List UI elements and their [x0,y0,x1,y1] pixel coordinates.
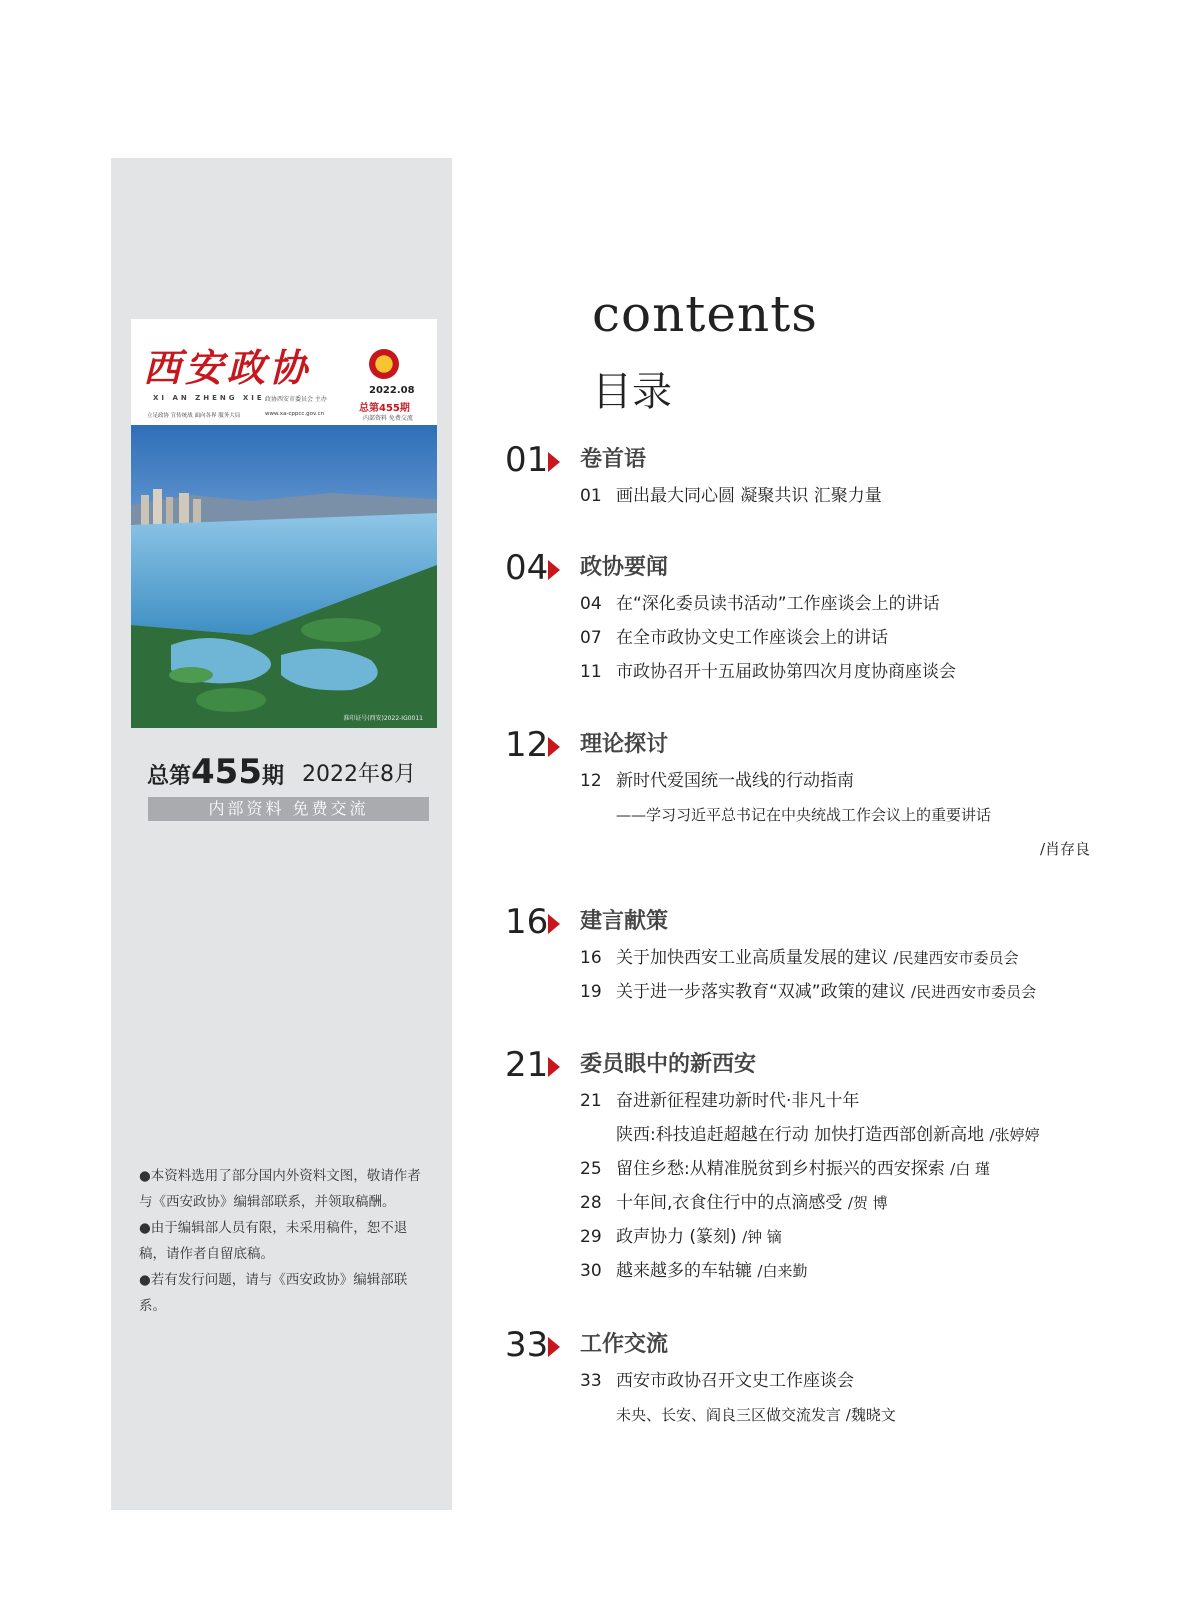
section-title: 理论探讨 [580,732,669,757]
toc-entry[interactable] [580,980,1036,1004]
toc-entry[interactable] [580,1225,782,1249]
entry-author: /魏晓文 [845,1406,896,1424]
cover-tagline: 立足政协 宣传统战 面向各界 服务大局 [147,413,241,419]
red-arrow-icon [548,1057,560,1077]
cover-pinyin: XI AN ZHENG XIE [153,394,265,402]
entry-author: /民进西安市委员会 [911,983,1037,1001]
section-title: 工作交流 [580,1332,669,1357]
editorial-notes [139,1163,429,1319]
entry-page: 19 [580,982,602,1002]
entry-title: 画出最大同心圆 凝聚共识 汇聚力量 [616,486,882,506]
entry-title: 在“深化委员读书活动”工作座谈会上的讲话 [616,594,940,614]
section-number: 21 [505,1045,549,1085]
entry-title: 市政协召开十五届政协第四次月度协商座谈会 [616,662,956,682]
free-distribution-bar: 内部资料 免费交流 [148,797,429,821]
entry-title: 西安市政协召开文史工作座谈会 [616,1371,854,1391]
entry-title: 越来越多的车轱辘 [616,1261,752,1281]
section-number: 12 [505,725,549,765]
note-item: ●本资料选用了部分国内外资料文图，敬请作者与《西安政协》编辑部联系，并领取稿酬。 [139,1168,421,1210]
issue-date: 2022年8月 [302,762,416,787]
red-arrow-icon [548,1337,560,1357]
cover-header [131,319,437,425]
red-arrow-icon [548,560,560,580]
issue-prefix: 总第 [147,764,192,789]
entry-title: 关于加快西安工业高质量发展的建议 [616,948,888,968]
cover-photo [131,425,437,728]
red-arrow-icon [548,914,560,934]
red-arrow-icon [548,737,560,757]
issue-number-value: 455 [191,752,262,792]
cover-permit-code: 准印证号(西安)2022-IG0011 [343,715,423,722]
entry-title: 关于进一步落实教育“双减”政策的建议 [616,982,906,1002]
toc-entry[interactable] [580,1403,896,1427]
note-item: ●由于编辑部人员有限，未采用稿件，恕不退稿，请作者自留底稿。 [139,1220,408,1262]
entry-title: 十年间,衣食住行中的点滴感受 [616,1193,843,1213]
entry-author: /贺 博 [847,1194,888,1212]
toc-entry[interactable] [580,1123,1040,1147]
cover-url: www.xa-cppcc.gov.cn [265,411,325,417]
entry-author: /张婷婷 [989,1126,1040,1144]
entry-author: /白 瑾 [950,1160,990,1178]
entry-title: 未央、长安、阎良三区做交流发言 [616,1406,842,1424]
entry-page: 01 [580,486,602,506]
cover-sponsor: 政协西安市委员会 主办 [265,396,327,403]
contents-heading-zh: 目录 [592,369,672,415]
entry-page: 12 [580,771,602,791]
contents-heading-en: contents [592,285,818,343]
toc-subtitle: ——学习习近平总书记在中央统战工作会议上的重要讲话 [616,806,992,824]
entry-page: 30 [580,1261,602,1281]
section-title: 卷首语 [580,447,647,472]
toc-entry[interactable] [580,1089,859,1113]
magazine-cover[interactable] [131,319,437,728]
toc-entry[interactable] [580,592,940,616]
cover-issue-note: 内部资料 免费交流 [363,415,413,422]
entry-page: 33 [580,1371,602,1391]
cover-issue-number: 总第455期 [359,403,410,414]
toc-entry[interactable] [580,1369,854,1393]
entry-page: 29 [580,1227,602,1247]
section-number: 01 [505,440,549,480]
entry-author: /白来勤 [757,1262,808,1280]
section-number: 16 [505,902,549,942]
section-title: 政协要闻 [580,555,669,580]
section-title: 委员眼中的新西安 [580,1052,757,1077]
entry-page: 04 [580,594,602,614]
toc-author: /肖存良 [1040,840,1091,858]
entry-page: 07 [580,628,602,648]
section-number: 33 [505,1325,549,1365]
toc-entry[interactable] [580,1259,807,1283]
entry-title: 在全市政协文史工作座谈会上的讲话 [616,628,888,648]
entry-title: 留住乡愁:从精准脱贫到乡村振兴的西安探索 [616,1159,945,1179]
toc-entry[interactable] [580,769,854,793]
toc-entry[interactable] [580,660,956,684]
cppcc-emblem-icon: ★ [369,349,399,379]
entry-title: 奋进新征程建功新时代·非凡十年 [616,1091,860,1111]
toc-entry[interactable] [580,626,888,650]
toc-entry[interactable] [580,1191,888,1215]
entry-page: 28 [580,1193,602,1213]
note-item: ●若有发行问题，请与《西安政协》编辑部联系。 [139,1272,408,1314]
red-arrow-icon [548,452,560,472]
toc-entry[interactable] [580,946,1018,970]
section-title: 建言献策 [580,909,669,934]
entry-page: 25 [580,1159,602,1179]
entry-title: 政声协力 (篆刻) [616,1227,737,1247]
entry-page: 11 [580,662,602,682]
entry-page: 21 [580,1091,602,1111]
toc-entry[interactable] [580,484,882,508]
entry-title: 陕西:科技追赶超越在行动 加快打造西部创新高地 [616,1125,985,1145]
toc-entry[interactable] [580,1157,990,1181]
entry-page: 16 [580,948,602,968]
entry-author: /民建西安市委员会 [893,949,1019,967]
cover-masthead: 西安政协 [143,345,312,390]
issue-suffix: 期 [262,764,285,789]
entry-title: 新时代爱国统一战线的行动指南 [616,771,854,791]
cover-issue-date: 2022.08 [369,385,415,396]
issue-number [147,752,284,792]
section-number: 04 [505,548,549,588]
entry-author: /钟 镝 [742,1228,782,1246]
